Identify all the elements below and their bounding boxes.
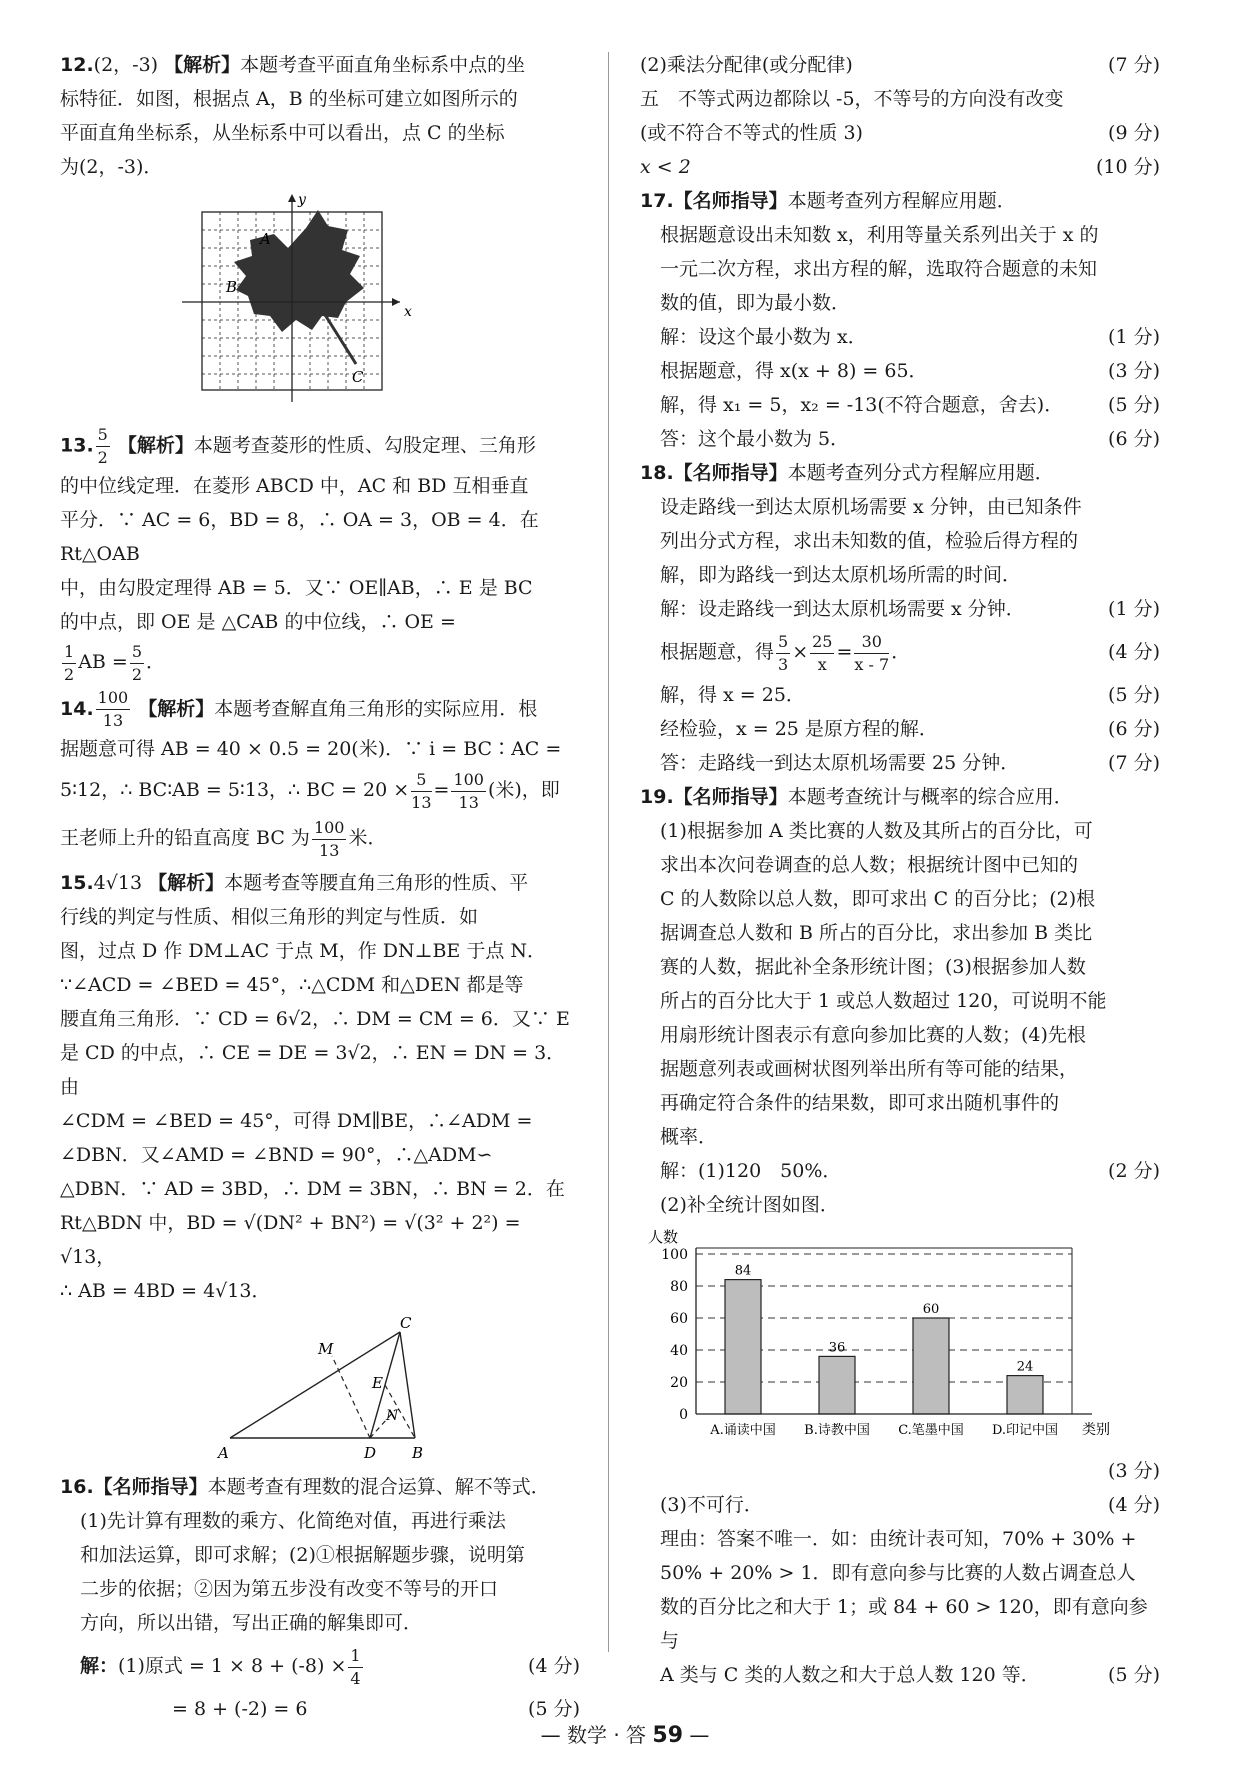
denominator: 13 <box>102 711 124 730</box>
text-line: 再确定符合条件的结果数，即可求出随机事件的 <box>660 1092 1060 1114</box>
numerator: 100 <box>312 817 347 840</box>
text: 王老师上升的铅直高度 BC 为 <box>60 827 310 849</box>
text-line: (2)补全统计图如图． <box>660 1194 839 1216</box>
text-line: 标特征．如图，根据点 A，B 的坐标可建立如图所示的 <box>60 88 518 110</box>
y-tick-label: 80 <box>670 1279 688 1295</box>
solution-step <box>640 82 1160 116</box>
text-line: 行线的判定与性质、相似三角形的判定与性质．如 <box>60 906 479 928</box>
numerator: 100 <box>96 687 131 710</box>
question-number: 18. <box>640 462 674 484</box>
text-line: 用扇形统计图表示有意向参加比赛的人数；(4)先根 <box>660 1024 1086 1046</box>
text-line: Rt△BDN 中，BD = √(DN² + BN²) = √(3² + 2²) = √13， <box>60 1212 521 1268</box>
text: (米)，即 <box>487 779 560 801</box>
text: 解：(1)120 50%． <box>660 1160 842 1182</box>
text: A 类与 C 类的人数之和大于总人数 120 等． <box>660 1664 1040 1686</box>
bar <box>913 1318 949 1414</box>
text-line: 据题意列表或画树状图列举出所有等可能的结果， <box>660 1058 1079 1080</box>
analysis-tag: 【解析】 <box>148 872 225 894</box>
answer-fraction <box>96 424 110 469</box>
bar-value-label: 24 <box>1016 1359 1034 1375</box>
text-line: ∴ AB = 4BD = 4√13． <box>60 1280 271 1302</box>
text-line: 本题考查菱形的性质、勾股定理、三角形 <box>193 434 536 457</box>
text-line: 平分．∵ AC = 6，BD = 8，∴ OA = 3，OB = 4．在Rt△OAB <box>60 509 539 565</box>
text: (2)乘法分配律(或分配律) <box>640 54 853 76</box>
question-13 <box>60 424 580 686</box>
y-tick-label: 40 <box>670 1343 688 1359</box>
bar <box>819 1356 855 1414</box>
footer-text: — 数学 · 答 <box>540 1723 653 1747</box>
text: AB = <box>78 651 128 673</box>
question-16-continued <box>640 48 1160 184</box>
point-b-label: B <box>412 1444 424 1462</box>
text-line: (1)先计算有理数的乘方、化简绝对值，再进行乘法 <box>80 1510 506 1532</box>
fraction <box>810 631 834 676</box>
text-line: 图，过点 D 作 DM⊥AC 于点 M，作 DN⊥BE 于点 N． <box>60 940 547 962</box>
text-line: 设走路线一到达太原机场需要 x 分钟，由已知条件 <box>660 496 1082 518</box>
text-line: ∵∠ACD = ∠BED = 45°，∴△CDM 和△DEN 都是等 <box>60 974 524 996</box>
text-line: C 的人数除以总人数，即可求出 C 的百分比；(2)根 <box>660 888 1096 910</box>
score: (6 分) <box>1108 428 1160 450</box>
chart-x-label: 类别 <box>1082 1422 1110 1438</box>
numerator: 25 <box>810 631 834 654</box>
chart-score-row <box>640 1454 1160 1488</box>
score: (4 分) <box>1108 1494 1160 1516</box>
numerator: 5 <box>411 769 431 792</box>
text: 解：设走路线一到达太原机场需要 x 分钟． <box>660 598 1025 620</box>
text: 根据题意，得 x(x + 8) = 65． <box>660 360 928 382</box>
page-footer <box>0 1718 1250 1753</box>
footer-text: — <box>683 1723 710 1747</box>
question-12 <box>60 48 580 418</box>
score: (9 分) <box>1108 122 1160 144</box>
solution-step <box>640 1658 1160 1692</box>
fraction <box>312 817 347 862</box>
solution-step <box>640 116 1160 150</box>
text: 5∶12，∴ BC∶AB = 5∶13，∴ BC = 20 × <box>60 779 410 801</box>
denominator: 13 <box>411 792 432 812</box>
guidance-tag: 【名师指导】 <box>93 1476 208 1498</box>
question-number: 13. <box>60 434 94 457</box>
text: = 8 + (-2) = 6 <box>172 1698 308 1720</box>
text: 五 不等式两边都除以 -5，不等号的方向没有改变 <box>640 88 1064 110</box>
text-line: 列出分式方程，求出未知数的值，检验后得方程的 <box>660 530 1079 552</box>
denominator: 4 <box>350 1668 361 1688</box>
answer-fraction <box>96 687 131 732</box>
text-line: 赛的人数，据此补全条形统计图；(3)根据参加人数 <box>660 956 1086 978</box>
numerator: 1 <box>62 641 76 664</box>
analysis-tag: 【解析】 <box>117 434 194 457</box>
solution-step <box>640 712 1160 746</box>
x-tick-label: D.印记中国 <box>991 1423 1059 1438</box>
text-line: 为(2，-3)． <box>60 156 163 178</box>
text: 解：设这个最小数为 x． <box>660 326 867 348</box>
fraction <box>62 641 76 686</box>
solution-step <box>640 678 1160 712</box>
text: (或不符合不等式的性质 3) <box>640 122 863 144</box>
point-a-label: A <box>218 1444 229 1462</box>
point-c-label: C <box>352 368 364 386</box>
text-line: 求出本次问卷调查的总人数；根据统计图中已知的 <box>660 854 1079 876</box>
text: (3)不可行． <box>660 1494 763 1516</box>
y-tick-label: 100 <box>661 1247 688 1263</box>
text-line: 根据题意设出未知数 x，利用等量关系列出关于 x 的 <box>660 224 1099 246</box>
score: (1 分) <box>1108 598 1160 620</box>
question-number: 15. <box>60 872 94 894</box>
denominator: 13 <box>319 840 340 860</box>
denominator: 3 <box>778 654 789 674</box>
text-line: 和加法运算，即可求解；(2)①根据解题步骤，说明第 <box>80 1544 525 1566</box>
text-line: 理由：答案不唯一．如：由统计表可知，70% + 30% + <box>660 1528 1137 1550</box>
fraction <box>348 1645 362 1690</box>
score: (5 分) <box>1108 394 1160 416</box>
text: 解，得 x₁ = 5，x₂ = -13(不符合题意，舍去)． <box>660 394 1064 416</box>
solution-step <box>640 48 1160 82</box>
denominator: x <box>817 654 827 674</box>
solution-label: 解： <box>80 1655 119 1677</box>
question-number: 17. <box>640 190 674 212</box>
text: × <box>792 641 809 663</box>
score: (7 分) <box>1108 752 1160 774</box>
text-line: 腰直角三角形．∵ CD = 6√2，∴ DM = CM = 6．又∵ E <box>60 1008 570 1030</box>
point-d-label: D <box>364 1444 377 1462</box>
text-line: (1)根据参加 A 类比赛的人数及其所占的百分比，可 <box>660 820 1093 842</box>
right-column <box>640 48 1160 1692</box>
answer: 4√13 <box>93 872 143 894</box>
text-line: 数的值，即为最小数． <box>660 292 851 314</box>
fraction <box>411 769 431 814</box>
bar-chart <box>640 1228 1160 1448</box>
text-line: 本题考查平面直角坐标系中点的坐 <box>240 54 526 76</box>
solution-step <box>640 388 1160 422</box>
text-line: 中，由勾股定理得 AB = 5．又∵ OE∥AB，∴ E 是 BC <box>60 577 533 599</box>
question-19 <box>640 780 1160 1692</box>
analysis-tag: 【解析】 <box>164 54 241 76</box>
bar <box>1007 1376 1043 1414</box>
text: = <box>433 779 450 801</box>
text-line: 据调查总人数和 B 所占的百分比，求出参加 B 类比 <box>660 922 1093 944</box>
axis-x-label: x <box>404 304 412 320</box>
score: (4 分) <box>1108 641 1160 663</box>
bar-value-label: 36 <box>828 1340 846 1356</box>
question-14 <box>60 686 580 863</box>
chart-y-label: 人数 <box>648 1228 679 1246</box>
fraction <box>130 641 144 686</box>
text-line: 据题意可得 AB = 40 × 0.5 = 20(米)．∵ i = BC∶AC = <box>60 738 562 760</box>
score: (5 分) <box>528 1698 580 1720</box>
text-line: 本题考查有理数的混合运算、解不等式． <box>207 1476 550 1498</box>
point-a-label: A <box>260 230 271 248</box>
bar-value-label: 84 <box>734 1263 752 1279</box>
left-column <box>60 48 580 1726</box>
guidance-tag: 【名师指导】 <box>673 786 788 808</box>
denominator: x - 7 <box>854 654 890 674</box>
y-tick-label: 20 <box>670 1375 688 1391</box>
text: (1)原式 = 1 × 8 + (-8) × <box>118 1655 347 1677</box>
maple-leaf-shape <box>234 210 364 332</box>
analysis-tag: 【解析】 <box>138 697 215 720</box>
text-line: 本题考查统计与概率的综合应用． <box>787 786 1073 808</box>
question-18 <box>640 456 1160 780</box>
numerator: 5 <box>776 631 790 654</box>
solution-step <box>60 1640 580 1692</box>
score: (6 分) <box>1108 718 1160 740</box>
solution-step <box>640 1154 1160 1188</box>
text-line: 本题考查解直角三角形的实际应用．根 <box>214 697 538 720</box>
numerator: 5 <box>96 424 110 447</box>
solution-step <box>640 354 1160 388</box>
text: 根据题意，得 <box>660 641 775 663</box>
point-b-label: B <box>226 278 238 296</box>
guidance-tag: 【名师指导】 <box>673 190 788 212</box>
point-e-label: E <box>372 1374 383 1392</box>
score: (1 分) <box>1108 326 1160 348</box>
fraction <box>854 631 889 676</box>
denominator: 2 <box>64 664 75 684</box>
text-line: △DBN．∵ AD = 3BD，∴ DM = 3BN，∴ BN = 2．在 <box>60 1178 565 1200</box>
text-line: 方向，所以出错，写出正确的解集即可． <box>80 1612 423 1634</box>
leaf-coordinate-figure <box>60 190 580 418</box>
text-line: 的中位线定理．在菱形 ABCD 中，AC 和 BD 互相垂直 <box>60 475 529 497</box>
question-number: 14. <box>60 697 94 720</box>
numerator: 5 <box>130 641 144 664</box>
point-c-label: C <box>400 1314 412 1332</box>
text-line: ∠DBN．又∠AMD = ∠BND = 90°，∴△ADM∽ <box>60 1144 493 1166</box>
text-line: 的中点，即 OE 是 △CAB 的中位线，∴ OE = <box>60 611 456 633</box>
numerator: 1 <box>348 1645 362 1668</box>
text-line: 所占的百分比大于 1 或总人数超过 120，可说明不能 <box>660 990 1107 1012</box>
text-line: 本题考查列分式方程解应用题． <box>787 462 1054 484</box>
text-line: 50% + 20% > 1．即有意向参与比赛的人数占调查总人 <box>660 1562 1136 1584</box>
score: (5 分) <box>1108 684 1160 706</box>
solution-step <box>640 320 1160 354</box>
x-tick-label: C.笔墨中国 <box>898 1423 964 1438</box>
question-number: 19. <box>640 786 674 808</box>
score: (3 分) <box>1108 1460 1160 1482</box>
text-line: 平面直角坐标系，从坐标系中可以看出，点 C 的坐标 <box>60 122 505 144</box>
axis-y-label: y <box>298 192 306 208</box>
score: (5 分) <box>1108 1664 1160 1686</box>
text: 经检验，x = 25 是原方程的解． <box>660 718 938 740</box>
text: ． <box>891 641 911 663</box>
score: (7 分) <box>1108 54 1160 76</box>
y-tick-label: 60 <box>670 1311 688 1327</box>
score: (4 分) <box>528 1655 580 1677</box>
x-tick-label: B.诗教中国 <box>804 1423 870 1438</box>
solution-step <box>640 626 1160 678</box>
solution-step <box>640 746 1160 780</box>
text-line: 本题考查列方程解应用题． <box>787 190 1016 212</box>
x-tick-label: A.诵读中国 <box>710 1423 776 1438</box>
text-line: 解，即为路线一到达太原机场所需的时间． <box>660 564 1022 586</box>
y-tick-label: 0 <box>679 1407 688 1423</box>
column-divider <box>608 52 609 1652</box>
text-line: 一元二次方程，求出方程的解，选取符合题意的未知 <box>660 258 1098 280</box>
denominator: 2 <box>131 664 143 684</box>
question-17 <box>640 184 1160 456</box>
denominator: 2 <box>97 448 108 467</box>
solution-step <box>640 150 1160 184</box>
fraction <box>776 631 790 676</box>
bar <box>725 1280 761 1414</box>
question-15 <box>60 866 580 1464</box>
question-16 <box>60 1470 580 1726</box>
page-number: 59 <box>652 1723 684 1748</box>
triangle-figure <box>60 1314 580 1464</box>
score: (3 分) <box>1108 360 1160 382</box>
score: (2 分) <box>1108 1160 1160 1182</box>
score: (10 分) <box>1095 156 1160 178</box>
question-number: 12. <box>60 54 94 76</box>
fraction <box>451 769 486 814</box>
text: 米． <box>348 827 387 849</box>
solution-step <box>640 592 1160 626</box>
guidance-tag: 【名师指导】 <box>673 462 788 484</box>
text: 答：这个最小数为 5． <box>660 428 850 450</box>
point-n-label: N <box>386 1408 399 1424</box>
text: ． <box>146 651 166 673</box>
solution-step <box>640 422 1160 456</box>
text-line: 概率． <box>660 1126 718 1148</box>
numerator: 100 <box>451 769 486 792</box>
text-line: 数的百分比之和大于 1；或 84 + 60 > 120，即有意向参与 <box>660 1596 1148 1652</box>
answer: (2，-3) <box>93 54 159 76</box>
text-line: ∠CDM = ∠BED = 45°，可得 DM∥BE，∴∠ADM = <box>60 1110 533 1132</box>
numerator: 30 <box>854 631 889 654</box>
text: 解，得 x = 25． <box>660 684 805 706</box>
text-line: 二步的依据；②因为第五步没有改变不等号的开口 <box>80 1578 499 1600</box>
text: x < 2 <box>640 156 691 178</box>
denominator: 13 <box>458 792 479 812</box>
text: = <box>836 641 853 663</box>
text-line: 是 CD 的中点，∴ CE = DE = 3√2，∴ EN = DN = 3．由 <box>60 1042 566 1098</box>
question-number: 16. <box>60 1476 94 1498</box>
point-m-label: M <box>318 1340 334 1358</box>
text: 答：走路线一到达太原机场需要 25 分钟． <box>660 752 1020 774</box>
solution-step <box>640 1488 1160 1522</box>
bar-value-label: 60 <box>922 1302 940 1317</box>
text-line: 本题考查等腰直角三角形的性质、平 <box>224 872 529 894</box>
